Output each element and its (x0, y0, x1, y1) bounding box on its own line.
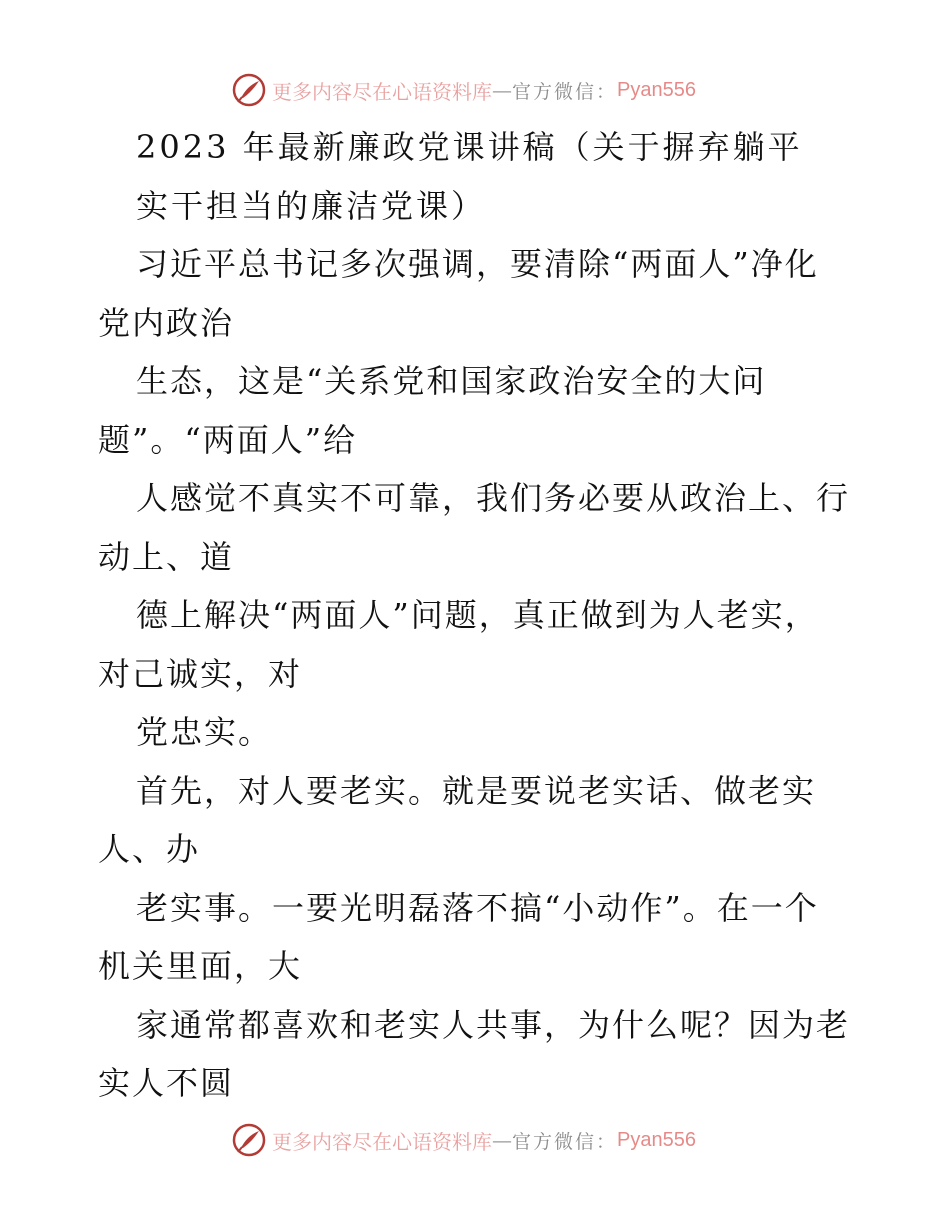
body-line: 老实事。一要光明磊落不搞“小动作”。在一个 (136, 888, 819, 927)
document-title-line-1: 2023 年最新廉政党课讲稿（关于摒弃躺平 (136, 128, 803, 166)
body-line: 实人不圆 (98, 1064, 235, 1102)
watermark-label: 官方微信： (512, 80, 618, 103)
body-line: 机关里面，大 (98, 947, 303, 985)
feather-pen-logo-icon (232, 73, 266, 107)
body-line: 首先，对人要老实。就是要说老实话、做老实 (136, 771, 817, 810)
body-line: 人、办 (98, 830, 201, 868)
body-line: 家通常都喜欢和老实人共事，为什么呢？因为老 (136, 1005, 851, 1044)
feather-pen-logo-icon (232, 1123, 266, 1157)
footer-watermark (232, 1120, 722, 1160)
document-title-line-2: 实干担当的廉洁党课） (136, 186, 487, 225)
body-line: 动上、道 (98, 537, 235, 576)
body-line: 题”。“两面人”给 (98, 420, 358, 459)
watermark-separator: — (492, 1128, 512, 1152)
header-watermark (232, 70, 722, 110)
body-line: 生态，这是“关系党和国家政治安全的大问 (136, 362, 767, 400)
body-line: 人感觉不真实不可靠，我们务必要从政治上、行 (136, 479, 851, 517)
body-line: 习近平总书记多次强调，要清除“两面人”净化 (136, 245, 819, 283)
watermark-text: 更多内容尽在心语资料库 (272, 79, 492, 104)
body-line: 党忠实。 (136, 713, 273, 751)
watermark-separator: — (492, 78, 512, 102)
watermark-wechat-id: Pyan556 (617, 78, 696, 101)
body-line: 党内政治 (98, 303, 235, 342)
watermark-label: 官方微信： (512, 1130, 618, 1153)
document-body (98, 118, 858, 1113)
watermark-text: 更多内容尽在心语资料库 (272, 1129, 492, 1154)
watermark-wechat-id: Pyan556 (617, 1128, 696, 1151)
body-line: 德上解决“两面人”问题，真正做到为人老实， (136, 596, 819, 634)
body-line: 对己诚实，对 (98, 654, 303, 693)
